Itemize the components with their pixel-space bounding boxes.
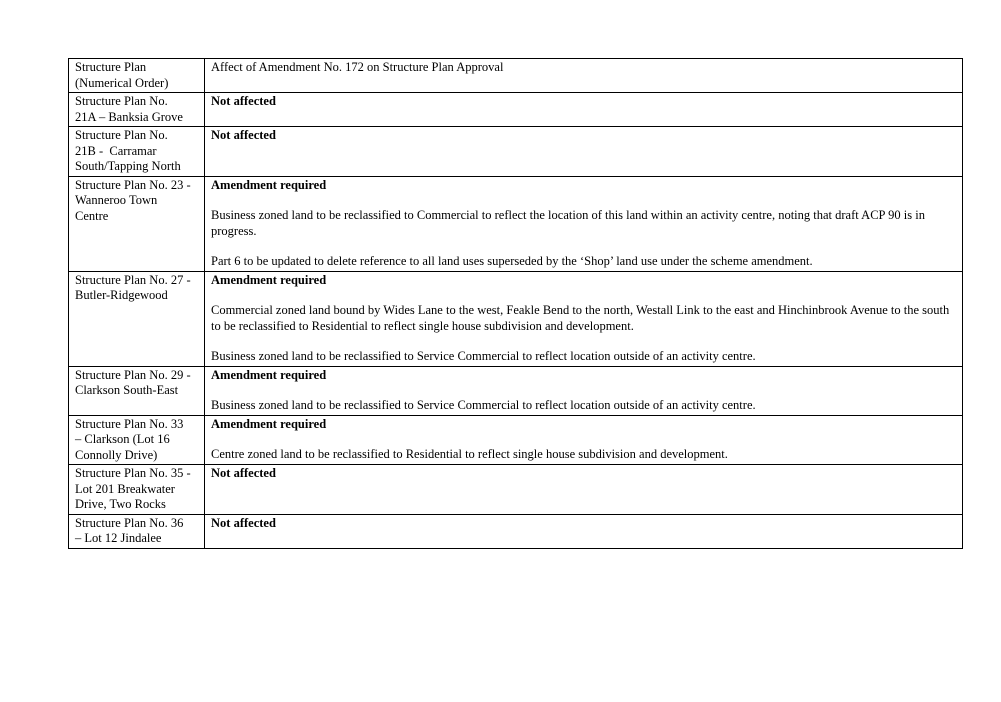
affect-cell	[205, 514, 963, 548]
plan-name-line: – Clarkson (Lot 16	[75, 432, 170, 446]
plan-name-cell	[69, 514, 205, 548]
plan-name-line: Structure Plan No. 29 -	[75, 367, 191, 382]
status-text: Amendment required	[211, 367, 327, 382]
plan-name-line: Drive, Two Rocks	[75, 497, 166, 511]
plan-name-line: Structure Plan No. 35 -	[75, 466, 191, 480]
header-structure-plan	[69, 59, 205, 93]
plan-name-cell	[69, 366, 205, 415]
status-text: Not affected	[211, 466, 276, 480]
plan-name-line: Connolly Drive)	[75, 447, 158, 462]
amendment-paragraph: Centre zoned land to be reclassified to Residential to reflect single house subdivision and development.	[211, 447, 728, 461]
amendment-paragraph: Part 6 to be updated to delete reference to all land uses superseded by the ‘Shop’ land use under the scheme amendment.	[211, 254, 813, 268]
plan-name-line: 21A – Banksia Grove	[75, 109, 183, 124]
status-text: Not affected	[211, 515, 276, 530]
plan-name-line: 21B - Carramar	[75, 143, 157, 158]
affect-cell	[205, 93, 963, 127]
header-col1-line2: (Numerical Order)	[75, 75, 169, 90]
header-col1-line1: Structure Plan	[75, 60, 147, 74]
affect-cell	[205, 366, 963, 415]
amendment-paragraph: Commercial zoned land bound by Wides Lane to the west, Feakle Bend to the north, Westall Link to the east and Hinchinbrook Avenue to the south to be reclassified to Residential to reflect single house subdivision and development.	[211, 303, 950, 333]
structure-plan-table	[68, 58, 963, 549]
table-row	[69, 93, 963, 127]
plan-name-line: Butler-Ridgewood	[75, 288, 168, 302]
plan-name-line: Structure Plan No. 36	[75, 515, 184, 530]
table-row	[69, 366, 963, 415]
plan-name-cell	[69, 465, 205, 515]
plan-name-line: Wanneroo Town	[75, 193, 158, 207]
table-row	[69, 514, 963, 548]
plan-name-line: Structure Plan No. 27 -	[75, 272, 191, 287]
plan-name-cell	[69, 93, 205, 127]
plan-name-line: South/Tapping North	[75, 159, 181, 173]
plan-name-line: Clarkson South-East	[75, 383, 179, 397]
plan-name-line: Structure Plan No. 23 -	[75, 177, 191, 192]
plan-name-cell	[69, 127, 205, 177]
table-row	[69, 176, 963, 271]
status-text: Amendment required	[211, 177, 327, 192]
amendment-paragraph: Business zoned land to be reclassified to Service Commercial to reflect location outside of an activity centre.	[211, 349, 756, 363]
amendment-paragraph: Business zoned land to be reclassified to Commercial to reflect the location of this land within an activity centre, noting that draft ACP 90 is in progress.	[211, 208, 925, 238]
status-text: Not affected	[211, 128, 276, 142]
table-row	[69, 271, 963, 366]
status-text: Not affected	[211, 94, 276, 108]
table-row	[69, 127, 963, 177]
header-affect: Affect of Amendment No. 172 on Structure Plan Approval	[205, 59, 963, 93]
table-row	[69, 465, 963, 515]
amendment-paragraph: Business zoned land to be reclassified to Service Commercial to reflect location outside of an activity centre.	[211, 398, 756, 412]
plan-name-line: Lot 201 Breakwater	[75, 481, 175, 496]
affect-cell	[205, 271, 963, 366]
plan-name-line: Centre	[75, 208, 109, 223]
status-text: Amendment required	[211, 272, 327, 287]
plan-name-cell	[69, 271, 205, 366]
plan-name-line: Structure Plan No.	[75, 128, 168, 142]
affect-cell	[205, 127, 963, 177]
table-header-row	[69, 59, 963, 93]
status-text: Amendment required	[211, 416, 327, 431]
plan-name-cell	[69, 176, 205, 271]
plan-name-line: Structure Plan No.	[75, 94, 168, 108]
table-row	[69, 415, 963, 465]
plan-name-cell	[69, 415, 205, 465]
affect-cell	[205, 415, 963, 465]
plan-name-line: Structure Plan No. 33	[75, 416, 184, 431]
affect-cell	[205, 465, 963, 515]
plan-name-line: – Lot 12 Jindalee	[75, 531, 162, 545]
affect-cell	[205, 176, 963, 271]
